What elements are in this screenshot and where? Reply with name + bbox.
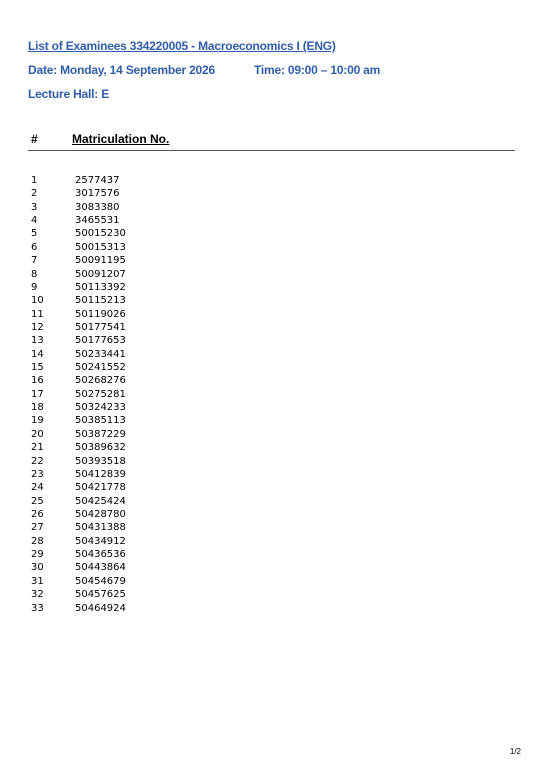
table-row [0,468,543,481]
matriculation-number: 50434912 [75,535,126,547]
table-row [0,187,543,200]
row-number: 1 [31,175,38,186]
matriculation-number: 50464924 [75,602,126,614]
matriculation-number: 50457625 [75,589,126,601]
matriculation-number: 50443864 [75,562,126,574]
matriculation-number: 50436536 [75,549,126,561]
matriculation-number: 50268276 [75,375,126,387]
matriculation-number: 3017576 [75,188,120,200]
row-number: 15 [31,362,44,374]
matriculation-number: 50389632 [75,442,126,454]
table-row [0,548,543,561]
row-number: 20 [31,428,44,440]
row-number: 6 [31,241,38,253]
row-number: 9 [31,281,38,293]
row-number: 26 [31,508,44,520]
table-row [0,388,543,401]
table-row [0,535,543,548]
row-number: 25 [31,495,44,507]
table-row [0,428,543,441]
matriculation-number: 50428780 [75,508,126,520]
table-row [0,321,543,334]
lecture-hall: Lecture Hall: E [28,87,110,101]
table-row [0,575,543,588]
table-row [0,521,543,534]
table-row [0,174,543,187]
row-number: 28 [31,535,44,547]
table-row [0,361,543,374]
matriculation-number: 50454679 [75,575,126,587]
matriculation-number: 50421778 [75,482,126,494]
row-number: 7 [31,255,38,267]
table-row [0,348,543,361]
matriculation-number: 50177541 [75,321,126,333]
column-header-matriculation: Matriculation No. [72,132,170,146]
header-divider [28,150,515,151]
matriculation-number: 50385113 [75,415,126,427]
matriculation-number: 2577437 [75,175,120,186]
table-row [0,481,543,494]
page-title: List of Examinees 334220005 - Macroeconomics I (ENG) [28,39,336,53]
table-row [0,281,543,294]
table-row [0,455,543,468]
row-number: 16 [31,375,44,387]
table-row [0,414,543,427]
row-number: 31 [31,575,44,587]
row-number: 24 [31,482,44,494]
row-number: 33 [31,602,44,614]
table-row [0,241,543,254]
matriculation-number: 50115213 [75,295,126,307]
row-number: 13 [31,335,44,347]
row-number: 8 [31,268,38,280]
row-number: 12 [31,321,44,333]
table-row [0,308,543,321]
exam-date: Date: Monday, 14 September 2026 [28,63,215,77]
matriculation-number: 50241552 [75,362,126,374]
matriculation-number: 50119026 [75,308,126,320]
table-row [0,602,543,615]
matriculation-number: 50387229 [75,428,126,440]
row-number: 32 [31,589,44,601]
table-row [0,508,543,521]
matriculation-number: 50275281 [75,388,126,400]
table-row [0,201,543,214]
matriculation-number: 50412839 [75,468,126,480]
exam-time: Time: 09:00 – 10:00 am [254,63,381,77]
matriculation-number: 50091207 [75,268,126,280]
matriculation-number: 50393518 [75,455,126,467]
table-row [0,294,543,307]
row-number: 5 [31,228,38,240]
matriculation-number: 50324233 [75,402,126,414]
row-number: 19 [31,415,44,427]
row-number: 11 [31,308,44,320]
row-number: 17 [31,388,44,400]
matriculation-number: 3465531 [75,215,120,227]
row-number: 18 [31,402,44,414]
row-number: 2 [31,188,38,200]
table-row [0,401,543,414]
table-row [0,374,543,387]
column-header-number: # [31,132,38,146]
table-row [0,588,543,601]
table-row [0,561,543,574]
examinee-list [0,174,543,615]
matriculation-number: 50233441 [75,348,126,360]
matriculation-number: 3083380 [75,201,120,213]
row-number: 23 [31,468,44,480]
row-number: 14 [31,348,44,360]
row-number: 22 [31,455,44,467]
matriculation-number: 50431388 [75,522,126,534]
row-number: 30 [31,562,44,574]
matriculation-number: 50015313 [75,241,126,253]
matriculation-number: 50015230 [75,228,126,240]
row-number: 4 [31,215,38,227]
matriculation-number: 50177653 [75,335,126,347]
page-number: 1/2 [509,747,521,756]
row-number: 3 [31,201,38,213]
table-row [0,214,543,227]
table-row [0,227,543,240]
table-row [0,254,543,267]
table-row [0,495,543,508]
table-row [0,268,543,281]
row-number: 10 [31,295,44,307]
row-number: 21 [31,442,44,454]
matriculation-number: 50091195 [75,255,126,267]
table-row [0,441,543,454]
row-number: 27 [31,522,44,534]
table-row [0,334,543,347]
matriculation-number: 50425424 [75,495,126,507]
row-number: 29 [31,549,44,561]
matriculation-number: 50113392 [75,281,126,293]
